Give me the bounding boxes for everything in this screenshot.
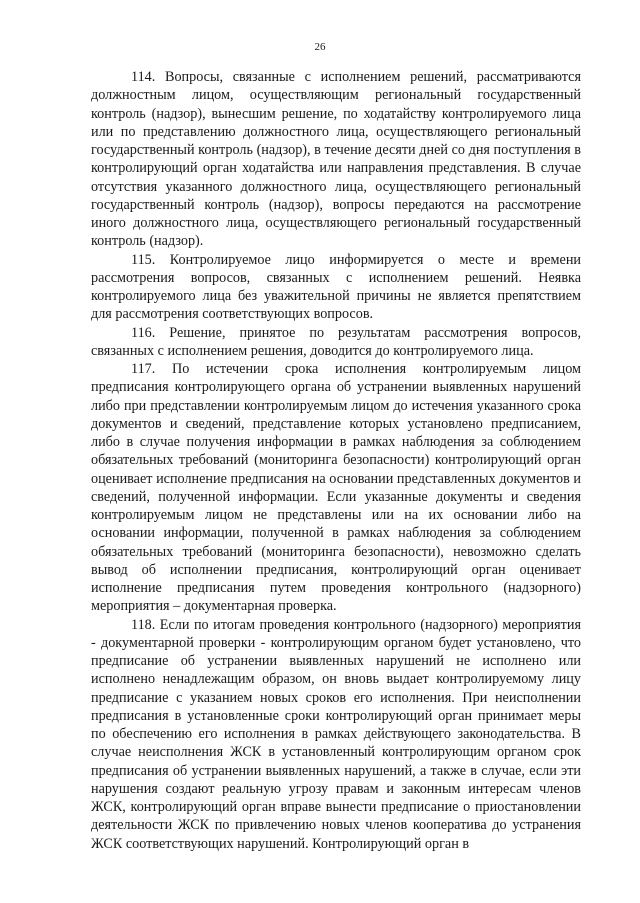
paragraph-117: 117. По истечении срока исполнения контролируемым лицом предписания контролирующего органа об устранении выявленных нарушений либо при представлении контролируемым лицом до истечения указанного срока документов и сведений, представление которых установлено предписанием, либо в случае получения информации в рамках наблюдения за соблюдением обязательных требований (мониторинга безопасности) контролирующий орган оценивает исполнение предписания на основании представленных документов и сведений, полученной информации. Если указанные документы и сведения контролируемым лицом не представлены или на их основании либо на основании информации, полученной в рамках наблюдения за соблюдением обязательных требований (мониторинга безопасности), невозможно сделать вывод об исполнении предписания, контролирующий орган оценивает исполнение предписания путем проведения контрольного (надзорного) мероприятия – документарная проверка. — [91, 361, 581, 615]
paragraph-114: 114. Вопросы, связанные с исполнением решений, рассматриваются должностным лицом, осуществляющим региональный государственный контроль (надзор), вынесшим решение, по ходатайству контролируемого лица или по представлению должностного лица, осуществляющего региональный государственный контроль (надзор), в течение десяти дней со дня поступления в контролирующий орган ходатайства или направления представления. В случае отсутствия указанного должностного лица, осуществляющего региональный государственный контроль (надзор), вопросы передаются на рассмотрение иного должностного лица, осуществляющего региональный государственный контроль (надзор). — [91, 69, 581, 250]
paragraph-116: 116. Решение, принятое по результатам рассмотрения вопросов, связанных с исполнением решения, доводится до контролируемого лица. — [91, 324, 581, 359]
paragraph-115: 115. Контролируемое лицо информируется о месте и времени рассмотрения вопросов, связанных с исполнением решений. Неявка контролируемого лица без уважительной причины не является препятствием для рассмотрения соответствующих вопросов. — [91, 251, 581, 323]
page-number: 26 — [314, 41, 326, 53]
paragraph-118: 118. Если по итогам проведения контрольного (надзорного) мероприятия - документарной проверки - контролирующим органом будет установлено, что предписание об устранении выявленных нарушений не исполнено или исполнено ненадлежащим образом, он вновь выдает контролируемому лицу предписание с указанием новых сроков его исполнения. При неисполнении предписания в установленные сроки контролирующий орган принимает меры по обеспечению его исполнения в рамках действующего законодательства. В случае неисполнения ЖСК в установленный контролирующим органом срок предписания об устранении выявленных нарушений, а также в случае, если эти нарушения создают реальную угрозу правам и законным интересам членов ЖСК, контролирующий орган вправе вынести предписание о приостановлении деятельности ЖСК по привлечению новых членов кооператива до устранения ЖСК соответствующих нарушений. Контролирующий орган в — [91, 616, 581, 852]
document-body — [91, 68, 581, 853]
